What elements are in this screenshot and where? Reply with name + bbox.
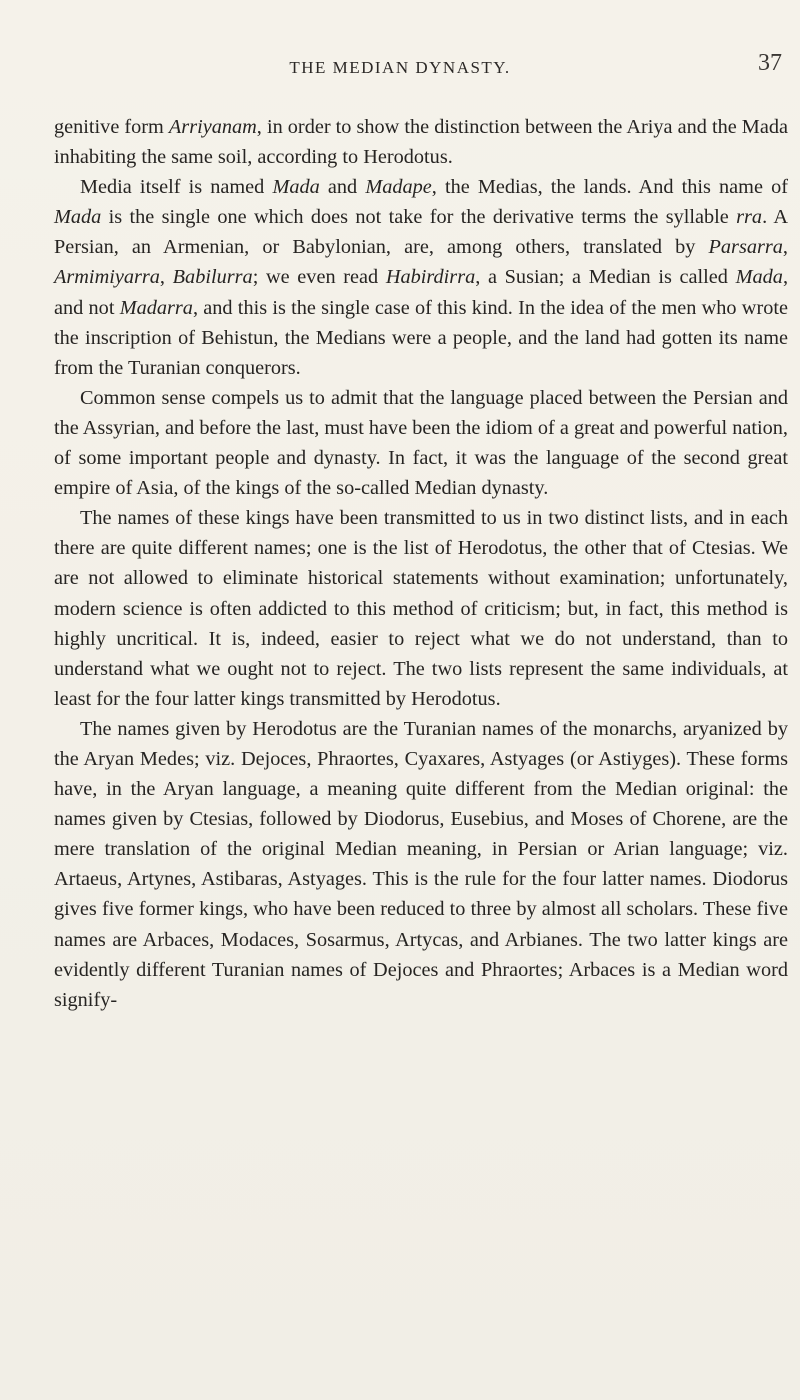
text-run: The names given by Herodotus are the Turanian names of the monarchs, aryanized by the Aryan Medes; viz. Dejoces, Phraortes, Cyaxares, Astyages (or Astiyges). These forms have, in the Aryan language, a meaning quite different from the Median original: the names given by Ctesias, followed by Diodorus, Eusebius, and Moses of Chorene, are the mere translation of the original Median meaning, in Persian or Arian language; viz. Artaeus, Artynes, Astibaras, Astyages. This is the rule for the four latter names. Diodorus gives five former kings, who have been reduced to three by almost all scholars. These five names are Arbaces, Modaces, Sosarmus, Artycas, and Arbianes. The two latter kings are evidently different Turanian names of Dejoces and Phraortes; Arbaces is a Median word signify- — [54, 717, 788, 1011]
paragraph — [54, 503, 788, 714]
text-run: , and not — [54, 266, 789, 319]
italic-term: Mada — [735, 266, 783, 289]
text-run: , the Medias, the lands. And this name of — [431, 176, 788, 199]
italic-term: Mada — [272, 176, 320, 199]
text-run: genitive form — [54, 116, 169, 138]
text-run: Common sense compels us to admit that the language placed between the Persian and the Assyrian, and before the last, must have been the idiom of a great and powerful nation, of some important people and dynasty. In fact, it was the language of the second great empire of Asia, of the kings of the so-called Median dynasty. — [54, 386, 788, 500]
text-run: and — [319, 176, 366, 199]
paragraph — [54, 112, 788, 172]
italic-term: Armimiyarra — [54, 266, 160, 289]
page-number: 37 — [758, 50, 782, 76]
paragraph — [54, 172, 788, 383]
italic-term: Parsarra — [708, 236, 783, 259]
text-run: Media itself is named — [80, 176, 273, 199]
italic-term: Madape — [365, 176, 432, 199]
italic-term: rra — [736, 206, 763, 229]
italic-term: Babilurra — [172, 266, 253, 289]
text-run: , in order to show the distinction between the Ariya and the Mada inhabiting the same soil, according to Herodotus. — [54, 116, 788, 169]
text-run: , and this is the single case of this kind. In the idea of the men who wrote the inscription of Behistun, the Medians were a people, and the land had gotten its name from the Turanian conquerors. — [54, 296, 788, 379]
paragraph — [54, 383, 788, 503]
italic-term: Habirdirra — [385, 266, 476, 289]
text-run: , — [159, 266, 173, 289]
italic-term: Mada — [54, 206, 102, 229]
text-run: . A Persian, an Armenian, or Babylonian, are, among others, translated by — [54, 206, 789, 259]
text-run: The names of these kings have been transmitted to us in two distinct lists, and in each there are quite different names; one is the list of Herodotus, the other that of Ctesias. We are not allowed to eliminate historical statements without examination; unfortunately, modern science is often addicted to this method of criticism; but, in fact, this method is highly uncritical. It is, indeed, easier to reject what we do not understand, than to understand what we ought not to reject. The two lists represent the same individuals, at least for the four latter kings transmitted by Herodotus. — [54, 507, 788, 710]
running-title: THE MEDIAN DYNASTY. — [289, 58, 511, 77]
italic-term: Madarra — [119, 296, 193, 319]
paragraph — [54, 714, 788, 1015]
text-run: , — [782, 236, 788, 259]
text-run: is the single one which does not take for the derivative terms the syllable — [101, 206, 737, 229]
italic-term: Arriyanam — [168, 116, 257, 138]
body-text — [54, 112, 788, 1015]
text-run: ; we even read — [252, 266, 386, 289]
text-run: , a Susian; a Median is called — [475, 266, 736, 289]
